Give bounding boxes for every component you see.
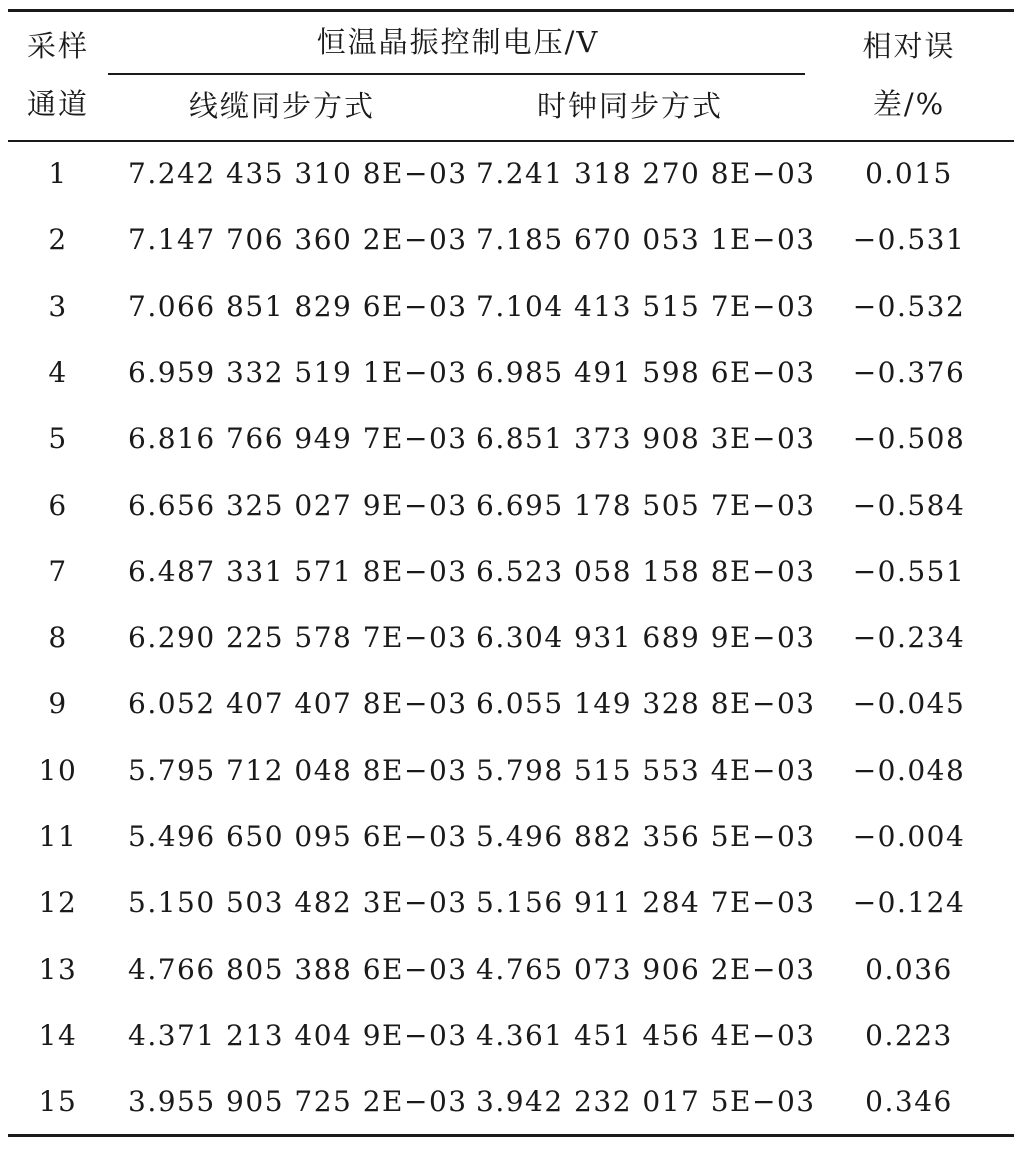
cell-cable-sync: 6.487 331 571 8E−03 <box>128 555 468 588</box>
cell-channel: 1 <box>48 157 68 190</box>
cell-cable-sync: 7.242 435 310 8E−03 <box>128 157 468 190</box>
cell-rel-error: −0.551 <box>852 555 966 588</box>
cell-cable-sync: 7.147 706 360 2E−03 <box>128 223 468 256</box>
cell-cable-sync: 6.290 225 578 7E−03 <box>128 621 468 654</box>
cell-channel: 2 <box>48 223 68 256</box>
cell-rel-error: −0.124 <box>852 886 966 919</box>
cell-cable-sync: 5.795 712 048 8E−03 <box>128 754 468 787</box>
cell-channel: 11 <box>38 820 78 853</box>
header-channel-line2: 通道 <box>26 87 90 121</box>
cell-cable-sync: 6.959 332 519 1E−03 <box>128 356 468 389</box>
header-cable-sync: 线缆同步方式 <box>188 89 376 123</box>
cell-channel: 15 <box>38 1085 78 1118</box>
cell-rel-error: −0.376 <box>852 356 966 389</box>
cell-channel: 4 <box>48 356 68 389</box>
cell-channel: 6 <box>48 489 68 522</box>
cell-cable-sync: 5.150 503 482 3E−03 <box>128 886 468 919</box>
cell-clock-sync: 6.985 491 598 6E−03 <box>476 356 816 389</box>
cell-rel-error: 0.036 <box>865 953 953 986</box>
cell-rel-error: 0.223 <box>865 1019 953 1052</box>
cell-rel-error: −0.584 <box>852 489 966 522</box>
cell-clock-sync: 6.055 149 328 8E−03 <box>476 687 816 720</box>
cell-channel: 9 <box>48 687 68 720</box>
cell-channel: 10 <box>38 754 78 787</box>
cell-cable-sync: 6.052 407 407 8E−03 <box>128 687 468 720</box>
cell-channel: 14 <box>38 1019 78 1052</box>
cell-rel-error: −0.048 <box>852 754 966 787</box>
cell-rel-error: 0.015 <box>865 157 953 190</box>
top-rule <box>8 9 1014 12</box>
cell-cable-sync: 6.656 325 027 9E−03 <box>128 489 468 522</box>
cell-clock-sync: 3.942 232 017 5E−03 <box>476 1085 816 1118</box>
cell-cable-sync: 4.766 805 388 6E−03 <box>128 953 468 986</box>
cell-channel: 12 <box>38 886 78 919</box>
cell-rel-error: −0.531 <box>852 223 966 256</box>
cell-clock-sync: 5.156 911 284 7E−03 <box>476 886 816 919</box>
header-bottom-rule <box>8 140 1014 142</box>
cell-clock-sync: 7.104 413 515 7E−03 <box>476 290 816 323</box>
cell-clock-sync: 4.361 451 456 4E−03 <box>476 1019 816 1052</box>
cell-rel-error: −0.234 <box>852 621 966 654</box>
cell-cable-sync: 3.955 905 725 2E−03 <box>128 1085 468 1118</box>
group-underline <box>108 73 805 75</box>
cell-clock-sync: 7.185 670 053 1E−03 <box>476 223 816 256</box>
cell-channel: 8 <box>48 621 68 654</box>
cell-channel: 3 <box>48 290 68 323</box>
cell-rel-error: −0.004 <box>852 820 966 853</box>
cell-clock-sync: 4.765 073 906 2E−03 <box>476 953 816 986</box>
cell-channel: 7 <box>48 555 68 588</box>
header-error-line2: 差/% <box>872 87 946 121</box>
cell-clock-sync: 6.523 058 158 8E−03 <box>476 555 816 588</box>
cell-rel-error: 0.346 <box>865 1085 953 1118</box>
cell-cable-sync: 4.371 213 404 9E−03 <box>128 1019 468 1052</box>
cell-clock-sync: 6.851 373 908 3E−03 <box>476 422 816 455</box>
cell-clock-sync: 5.496 882 356 5E−03 <box>476 820 816 853</box>
cell-cable-sync: 6.816 766 949 7E−03 <box>128 422 468 455</box>
cell-clock-sync: 5.798 515 553 4E−03 <box>476 754 816 787</box>
cell-rel-error: −0.532 <box>852 290 966 323</box>
cell-clock-sync: 7.241 318 270 8E−03 <box>476 157 816 190</box>
cell-clock-sync: 6.695 178 505 7E−03 <box>476 489 816 522</box>
header-group-title: 恒温晶振控制电压/V <box>316 25 600 59</box>
header-channel-line1: 采样 <box>26 29 90 63</box>
header-clock-sync: 时钟同步方式 <box>536 89 724 123</box>
bottom-rule <box>8 1134 1014 1137</box>
cell-clock-sync: 6.304 931 689 9E−03 <box>476 621 816 654</box>
cell-channel: 13 <box>38 953 78 986</box>
header-error-line1: 相对误 <box>862 29 956 63</box>
cell-cable-sync: 5.496 650 095 6E−03 <box>128 820 468 853</box>
cell-rel-error: −0.045 <box>852 687 966 720</box>
cell-cable-sync: 7.066 851 829 6E−03 <box>128 290 468 323</box>
cell-rel-error: −0.508 <box>852 422 966 455</box>
cell-channel: 5 <box>48 422 68 455</box>
